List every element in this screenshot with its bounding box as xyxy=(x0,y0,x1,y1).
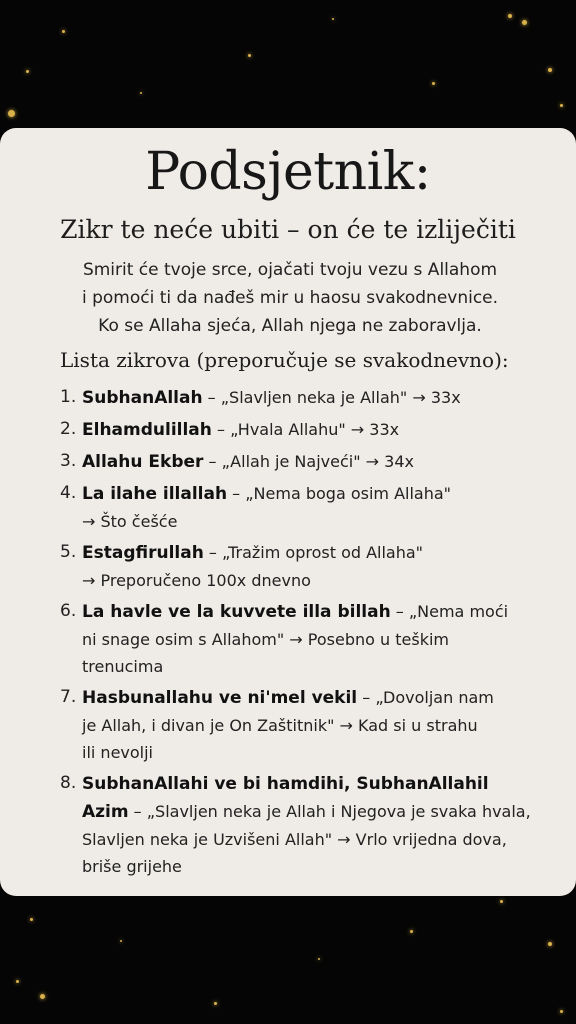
zikr-list xyxy=(60,384,560,884)
item-number: 5. xyxy=(60,542,77,562)
sparkle-dot xyxy=(318,958,320,960)
intro-line: Smirit će tvoje srce, ojačati tvoju vezu s Allahom xyxy=(82,260,498,280)
zikr-name: Allahu Ekber xyxy=(82,452,204,472)
zikr-name: SubhanAllahi ve bi hamdihi, SubhanAllahil xyxy=(82,774,489,794)
list-item xyxy=(60,539,560,594)
item-number: 7. xyxy=(60,687,77,707)
item-number: 6. xyxy=(60,601,77,621)
list-item xyxy=(60,480,560,535)
sparkle-dot xyxy=(30,918,33,921)
list-item xyxy=(60,770,560,880)
intro-line: i pomoći ti da nađeš mir u haosu svakodnevnice. xyxy=(81,288,499,308)
sparkle-dot xyxy=(248,54,251,57)
sparkle-dot xyxy=(62,30,65,33)
item-number: 1. xyxy=(60,387,77,407)
zikr-meaning: – „Dovoljan nam xyxy=(357,688,494,707)
sparkle-dot xyxy=(16,980,19,983)
list-item xyxy=(60,448,560,476)
sparkle-dot xyxy=(500,900,503,903)
sparkle-dot xyxy=(432,82,435,85)
zikr-note: → Što češće xyxy=(82,512,178,531)
sparkle-dot xyxy=(332,18,334,20)
zikr-note: ili nevolji xyxy=(82,743,153,762)
zikr-meaning: – „Allah je Najveći" → 34x xyxy=(203,452,414,471)
item-number: 3. xyxy=(60,451,77,471)
sparkle-dot xyxy=(8,110,15,117)
zikr-meaning: – „Slavljen neka je Allah" → 33x xyxy=(202,388,461,407)
zikr-name: Estagfirullah xyxy=(82,543,204,563)
item-number: 8. xyxy=(60,773,77,793)
zikr-name: La havle ve la kuvvete illa billah xyxy=(82,602,391,622)
page-title: Podsjetnik: xyxy=(145,142,431,202)
sparkle-dot xyxy=(508,14,512,18)
sparkle-dot xyxy=(214,1002,217,1005)
page-subtitle: Zikr te neće ubiti – on će te izliječiti xyxy=(60,215,516,244)
sparkle-dot xyxy=(26,70,29,73)
zikr-note: → Preporučeno 100x dnevno xyxy=(82,571,311,590)
sparkle-dot xyxy=(120,940,122,942)
zikr-note: Slavljen neka je Uzvišeni Allah" → Vrlo vrijedna dova, xyxy=(82,830,507,849)
sparkle-dot xyxy=(522,20,527,25)
zikr-name: La ilahe illallah xyxy=(82,484,228,504)
zikr-meaning: – „Slavljen neka je Allah i Njegova je svaka hvala, xyxy=(128,802,531,821)
list-item xyxy=(60,416,560,444)
zikr-meaning: – „Hvala Allahu" → 33x xyxy=(211,420,400,439)
sparkle-dot xyxy=(40,994,45,999)
sparkle-dot xyxy=(548,68,552,72)
intro-line: Ko se Allaha sjeća, Allah njega ne zaboravlja. xyxy=(98,316,482,336)
zikr-note: je Allah, i divan je On Zaštitnik" → Kad si u strahu xyxy=(82,716,478,735)
zikr-name: Elhamdulillah xyxy=(82,420,212,440)
list-item xyxy=(60,684,560,766)
sparkle-dot xyxy=(548,942,552,946)
item-number: 4. xyxy=(60,483,77,503)
reminder-card xyxy=(0,128,576,896)
sparkle-dot xyxy=(140,92,142,94)
zikr-name: Hasbunallahu ve ni'mel vekil xyxy=(82,688,358,708)
zikr-meaning: – „Tražim oprost od Allaha" xyxy=(203,543,424,562)
zikr-note: ni snage osim s Allahom" → Posebno u teškim xyxy=(82,630,449,649)
sparkle-dot xyxy=(410,930,413,933)
list-item xyxy=(60,598,560,680)
list-heading: Lista zikrova (preporučuje se svakodnevno): xyxy=(60,348,509,372)
intro-paragraph xyxy=(40,256,540,340)
item-number: 2. xyxy=(60,419,77,439)
sparkle-dot xyxy=(560,1010,563,1013)
sparkle-dot xyxy=(560,104,563,107)
zikr-note: trenucima xyxy=(82,657,164,676)
zikr-name: SubhanAllah xyxy=(82,388,203,408)
list-item xyxy=(60,384,560,412)
zikr-note: briše grijehe xyxy=(82,857,182,876)
zikr-name-continued: Azim xyxy=(82,802,129,822)
zikr-meaning: – „Nema boga osim Allaha" xyxy=(227,484,452,503)
zikr-meaning: – „Nema moći xyxy=(390,602,509,621)
